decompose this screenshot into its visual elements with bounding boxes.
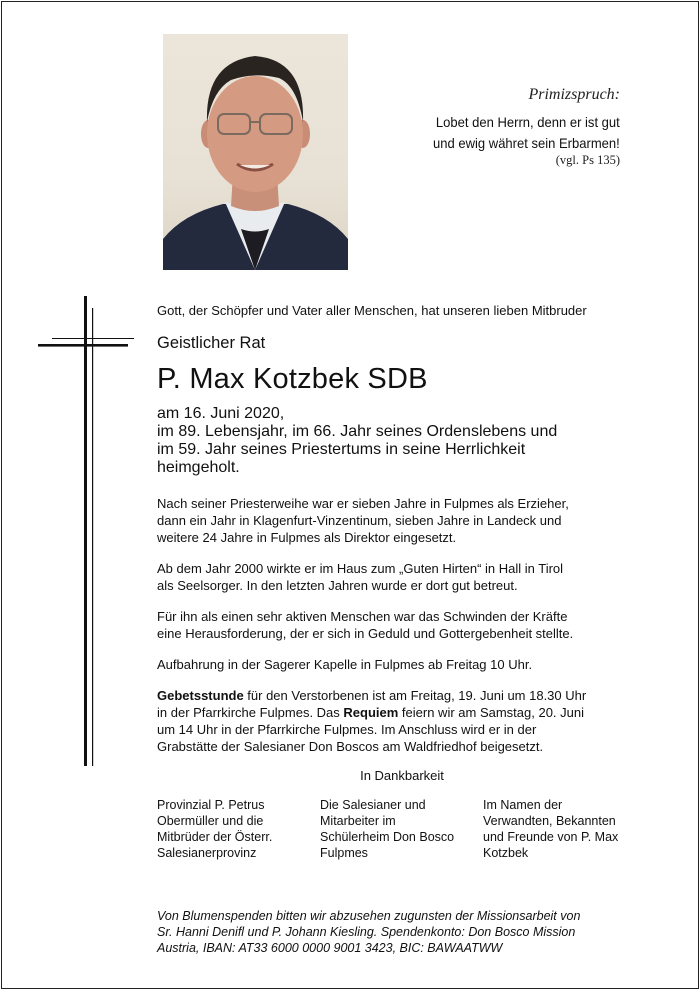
date-line: heimgeholt. — [157, 459, 240, 476]
donation-note — [157, 908, 637, 956]
signature-line: Salesianerprovinz — [157, 846, 257, 860]
signature-line: Verwandten, Bekannten — [483, 814, 616, 828]
deceased-name: P. Max Kotzbek SDB — [157, 363, 428, 395]
pastoral-paragraph — [157, 560, 647, 594]
signature-block — [483, 797, 646, 861]
date-block — [157, 405, 647, 477]
career-paragraph — [157, 495, 647, 546]
signatures — [157, 797, 647, 861]
signature-line: und Freunde von P. Max — [483, 830, 619, 844]
donation-line: Austria, IBAN: AT33 6000 0000 9001 3423, BIC: BAWAATWW — [157, 941, 503, 955]
motto-line: Lobet den Herrn, denn er ist gut — [436, 114, 620, 130]
signature-block — [320, 797, 483, 861]
signature-line: Mitbrüder der Österr. — [157, 830, 273, 844]
signature-line: Obermüller und die — [157, 814, 264, 828]
signature-line: Fulpmes — [320, 846, 368, 860]
signature-line: Im Namen der — [483, 798, 563, 812]
motto-line: und ewig währet sein Erbarmen! — [433, 135, 620, 151]
clerical-title: Geistlicher Rat — [157, 334, 266, 352]
text-line: dann ein Jahr in Klagenfurt-Vinzentinum, sieben Jahre in Landeck und — [157, 513, 562, 528]
date-line: im 89. Lebensjahr, im 66. Jahr seines Ordenslebens und — [157, 423, 558, 440]
text-line: weitere 24 Jahre in Fulpmes als Direktor eingesetzt. — [157, 530, 457, 545]
text-line: Für ihn als einen sehr aktiven Menschen war das Schwinden der Kräfte — [157, 609, 568, 624]
signature-line: Mitarbeiter im — [320, 814, 396, 828]
wake-paragraph — [157, 656, 647, 673]
text-line — [157, 704, 647, 721]
primiz-motto — [419, 86, 620, 168]
text-line — [157, 687, 647, 704]
service-paragraph — [157, 687, 647, 755]
signature-line: Provinzial P. Petrus — [157, 798, 265, 812]
signature-line: Schülerheim Don Bosco — [320, 830, 455, 844]
intro-text: Gott, der Schöpfer und Vater aller Menschen, hat unseren lieben Mitbruder — [157, 303, 587, 318]
text-line: als Seelsorger. In den letzten Jahren wurde er dort gut betreut. — [157, 578, 518, 593]
cross-icon — [38, 296, 138, 766]
text-line: eine Herausforderung, der er sich in Geduld und Gottergebenheit stellte. — [157, 626, 574, 641]
health-paragraph — [157, 608, 647, 642]
motto-reference: (vgl. Ps 135) — [555, 153, 620, 167]
service-text: in der Pfarrkirche Fulpmes. Das — [157, 705, 344, 720]
signature-line: Kotzbek — [483, 846, 529, 860]
prayer-text: für den Verstorbenen ist am Freitag, 19. Juni um 18.30 Uhr — [243, 688, 587, 703]
date-line: am 16. Juni 2020, — [157, 405, 285, 422]
text-line: um 14 Uhr in der Pfarrkirche Fulpmes. Im Anschluss wird er in der — [157, 722, 537, 737]
text-line: Grabstätte der Salesianer Don Boscos am Waldfriedhof beigesetzt. — [157, 739, 544, 754]
signature-block — [157, 797, 320, 861]
signature-line: Die Salesianer und — [320, 798, 426, 812]
text-line: Nach seiner Priesterweihe war er sieben Jahre in Fulpmes als Erzieher, — [157, 496, 569, 511]
text-line: Aufbahrung in der Sagerer Kapelle in Fulpmes ab Freitag 10 Uhr. — [157, 657, 533, 672]
donation-line: Von Blumenspenden bitten wir abzusehen zugunsten der Missionsarbeit von — [157, 909, 581, 923]
text-line: Ab dem Jahr 2000 wirkte er im Haus zum „Guten Hirten“ in Hall in Tirol — [157, 561, 564, 576]
donation-line: Sr. Hanni Denifl und P. Johann Kiesling. Spendenkonto: Don Bosco Mission — [157, 925, 576, 939]
service-text: feiern wir am Samstag, 20. Juni — [398, 705, 585, 720]
portrait-photo — [163, 34, 348, 270]
thanks-line: In Dankbarkeit — [360, 768, 444, 783]
date-line: im 59. Jahr seines Priestertums in seine Herrlichkeit — [157, 441, 526, 458]
requiem-label: Requiem — [343, 705, 399, 720]
prayer-label: Gebetsstunde — [157, 688, 244, 703]
motto-heading: Primizspruch: — [528, 86, 620, 103]
obituary-body — [157, 302, 647, 861]
